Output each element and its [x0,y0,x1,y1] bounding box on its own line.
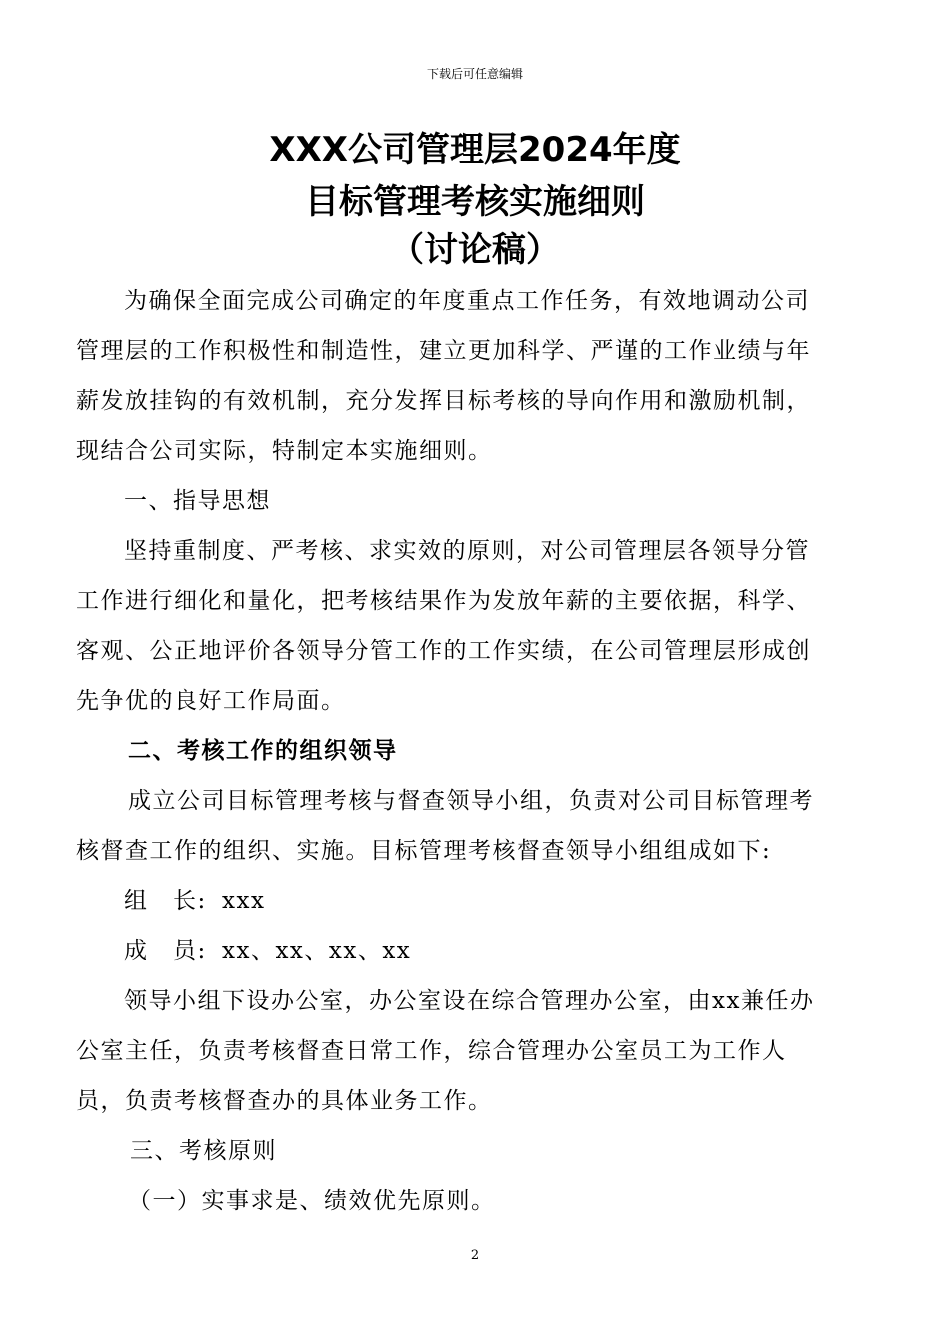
section-2-heading: 二、考核工作的组织领导 [128,737,398,764]
members-label: 成 员: [124,938,207,964]
section-1-paragraph: 坚持重制度、严考核、求实效的原则，对公司管理层各领导分管工作进行细化和量化，把考核结果作为发放年薪的主要依据，科学、客观、公正地评价各领导分管工作的工作实绩，在公司管理层形成创先争优的良好工作局面。 [76,538,811,714]
title-line-3: （讨论稿） [390,230,560,270]
title-line-1: XXX公司管理层2024年度 [269,130,681,170]
section-1-heading: 一、指导思想 [124,488,271,514]
leader-value: xxx [222,888,266,914]
header-note: 下载后可任意编辑 [426,67,523,81]
members-row [76,926,822,976]
office-paragraph: 领导小组下设办公室，办公室设在综合管理办公室，由xx兼任办公室主任，负责考核督查日常工作，综合管理办公室员工为工作人员，负责考核督查办的具体业务工作。 [76,988,815,1114]
section-3-heading: 三、考核原则 [130,1138,277,1164]
leader-label: 组 长: [124,888,207,914]
section-2-paragraph: 成立公司目标管理考核与督查领导小组，负责对公司目标管理考核督查工作的组织、实施。目标管理考核督查领导小组组成如下: [76,788,814,864]
page-number: 2 [470,1248,480,1263]
document-body [76,276,822,1226]
members-value: xx、xx、xx、xx [222,938,412,964]
section-3-item-1: （一）实事求是、绩效优先原则。 [128,1188,496,1214]
title-line-2: 目标管理考核实施细则 [305,182,645,222]
intro-paragraph: 为确保全面完成公司确定的年度重点工作任务，有效地调动公司管理层的工作积极性和制造性，建立更加科学、严谨的工作业绩与年薪发放挂钩的有效机制，充分发挥目标考核的导向作用和激励机制，现结合公司实际，特制定本实施细则。 [76,288,811,464]
leader-row [76,876,822,926]
